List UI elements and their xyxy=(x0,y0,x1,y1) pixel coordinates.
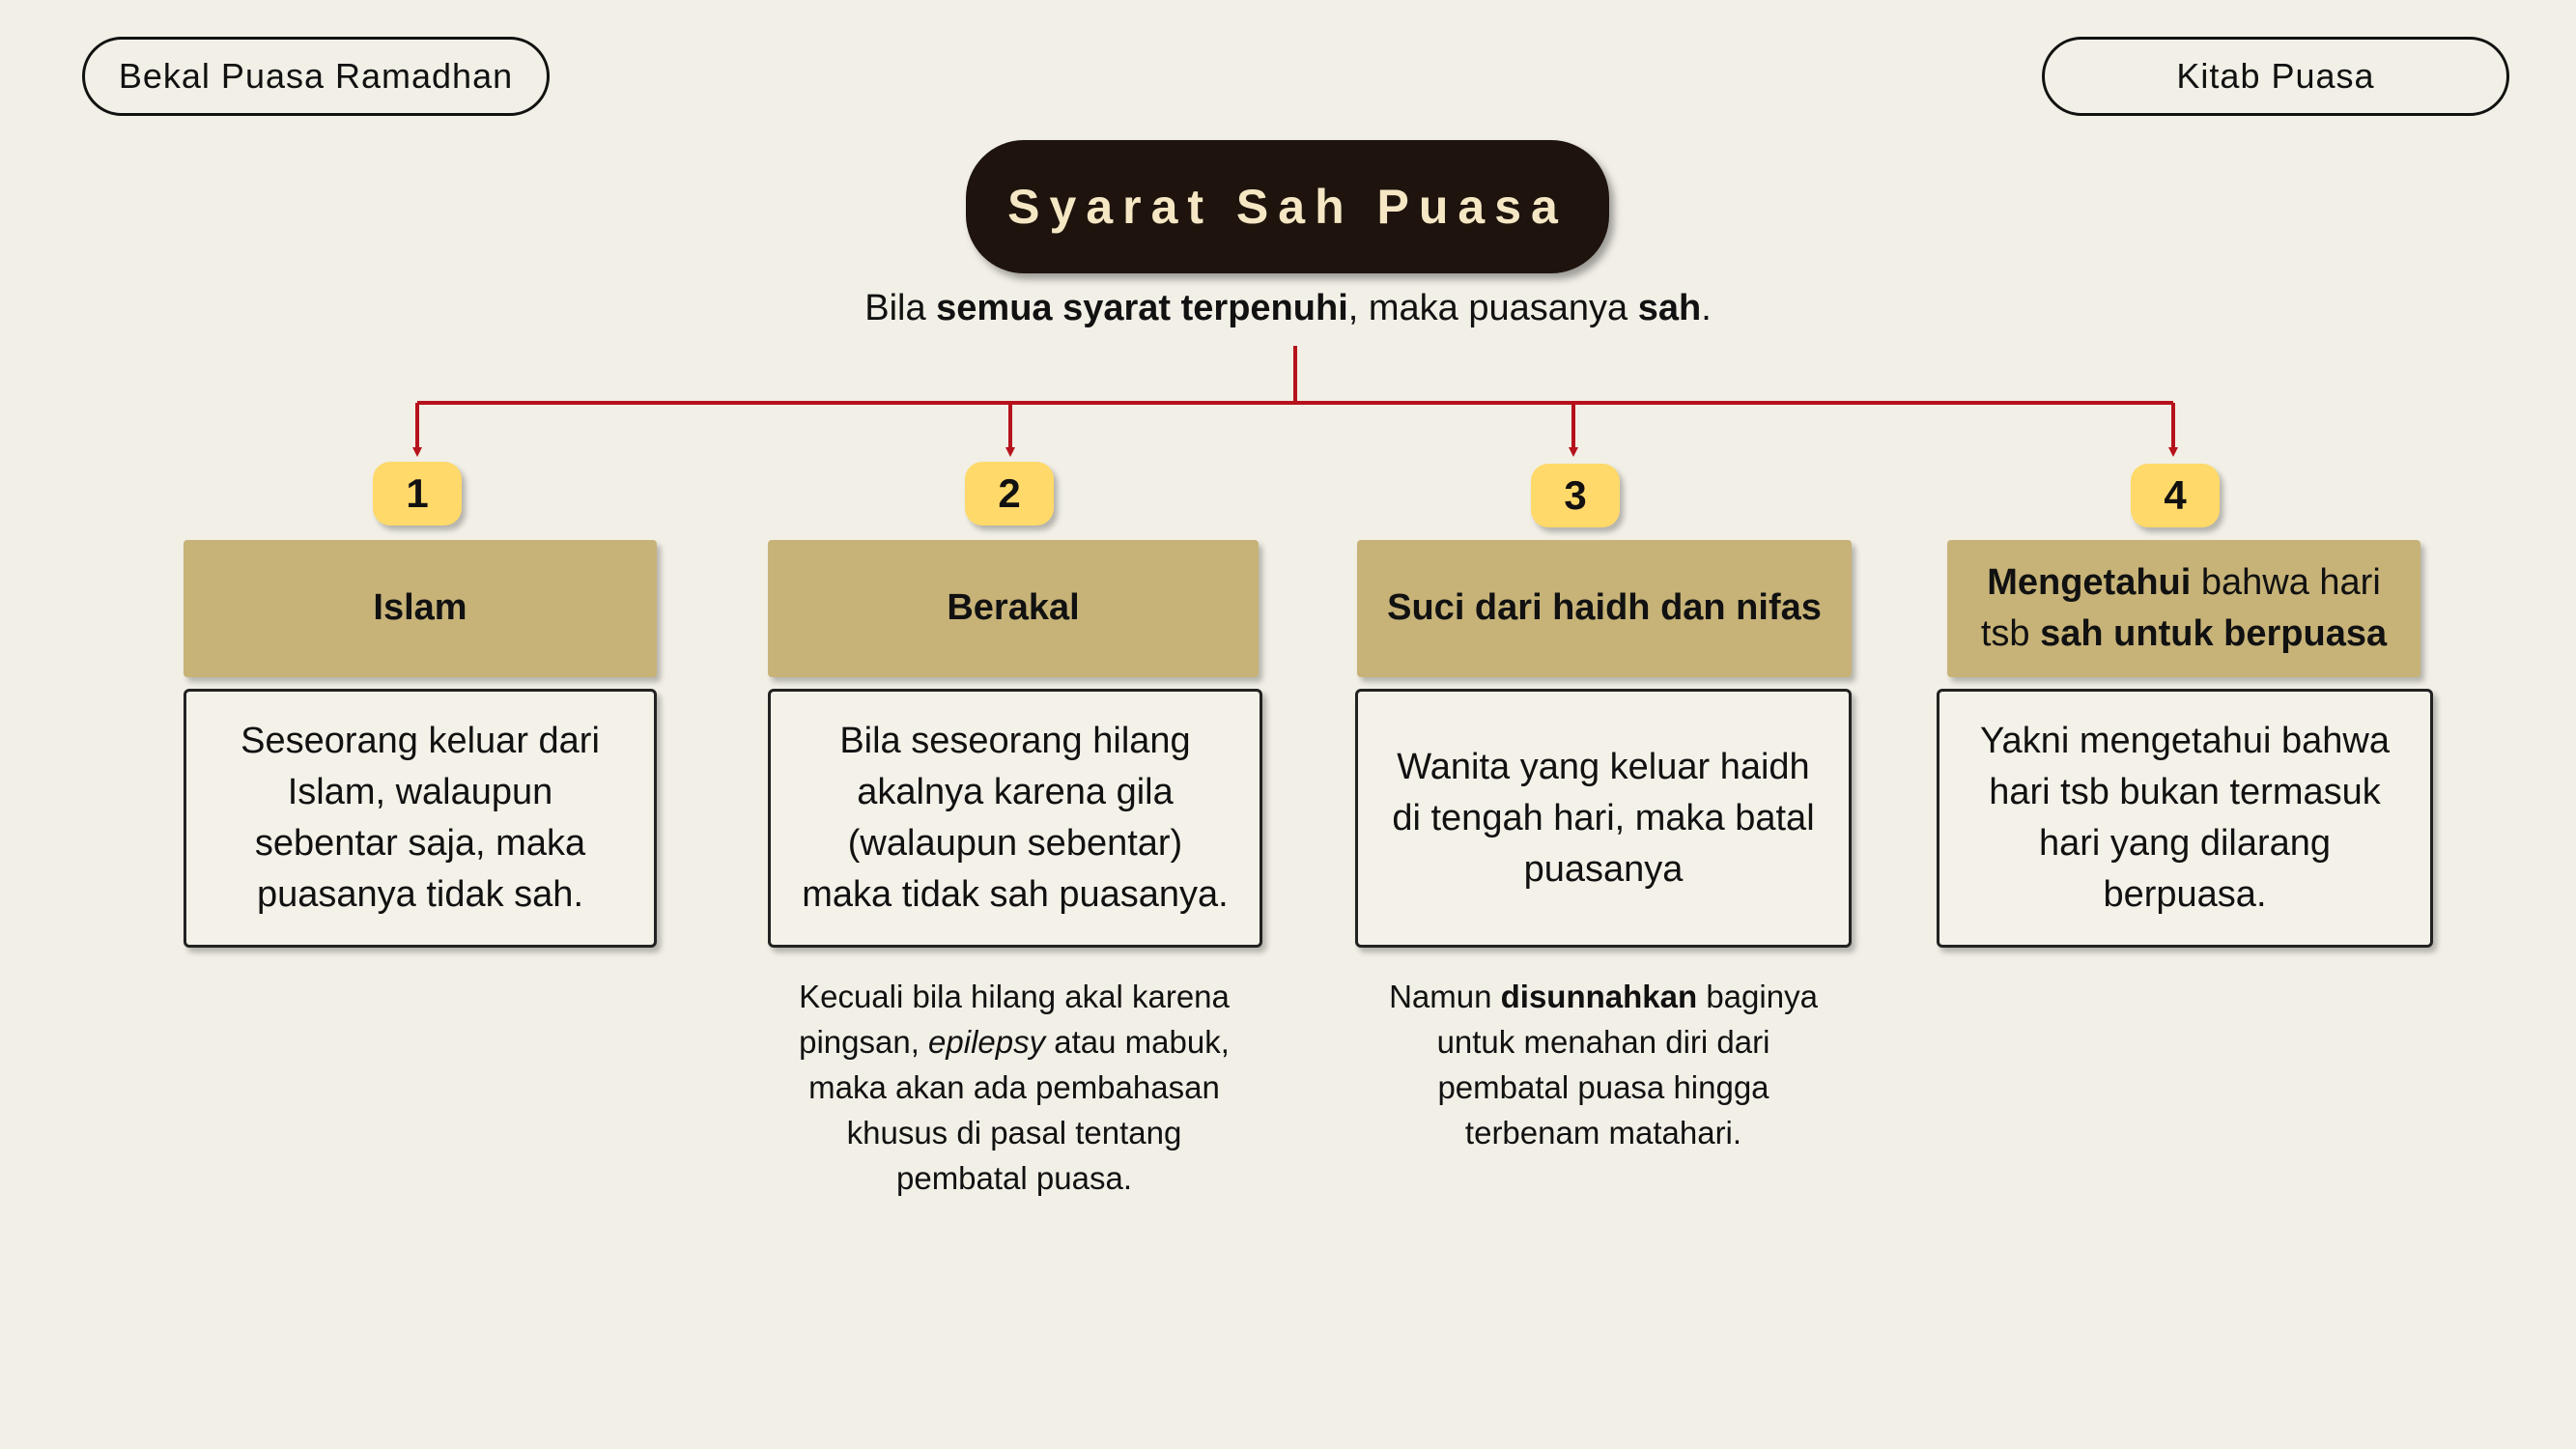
note-line xyxy=(1343,974,1864,1019)
desc-line: maka tidak sah puasanya. xyxy=(802,874,1229,915)
note-line: Kecuali bila hilang akal karena xyxy=(799,979,1230,1014)
subtitle-bold2: sah xyxy=(1637,288,1702,328)
condition-head-islam xyxy=(184,540,657,677)
note-line xyxy=(753,1019,1275,1065)
subtitle-bold1: semua syarat terpenuhi xyxy=(936,288,1348,328)
note-line: terbenam matahari. xyxy=(1464,1115,1742,1151)
step-number: 3 xyxy=(1564,472,1587,518)
head-bold: Mengetahui xyxy=(1987,561,2192,603)
note-line: pembatal puasa. xyxy=(895,1160,1132,1196)
condition-desc-berakal xyxy=(768,689,1262,948)
condition-title: Suci dari haidh dan nifas xyxy=(1387,587,1822,629)
series-label: Bekal Puasa Ramadhan xyxy=(118,56,514,96)
desc-line: sebentar saja, maka xyxy=(254,823,586,864)
desc-line: hari yang dilarang xyxy=(2038,823,2332,864)
condition-title: Islam xyxy=(373,587,467,629)
condition-head-suci xyxy=(1357,540,1852,677)
head-normal: bahwa hari xyxy=(2191,561,2381,603)
note-line: untuk menahan diri dari xyxy=(1436,1024,1770,1060)
note-line: khusus di pasal tentang xyxy=(846,1115,1182,1151)
note-text: pingsan, xyxy=(799,1024,929,1060)
subtitle-part2: , maka puasanya xyxy=(1347,288,1638,328)
desc-line: Seseorang keluar dari xyxy=(241,721,600,761)
desc-line: Wanita yang keluar haidh xyxy=(1397,746,1810,787)
note-text: Namun xyxy=(1389,979,1501,1014)
condition-head-mengetahui xyxy=(1947,540,2420,677)
desc-line: di tengah hari, maka batal xyxy=(1392,797,1815,838)
condition-desc-suci xyxy=(1355,689,1852,948)
head-line xyxy=(1981,609,2387,660)
desc-line: puasanya xyxy=(1523,848,1684,890)
desc-line: hari tsb bukan termasuk xyxy=(1989,772,2381,812)
desc-line: (walaupun sebentar) xyxy=(847,823,1183,864)
condition-desc-mengetahui xyxy=(1937,689,2433,948)
desc-line: akalnya karena gila xyxy=(857,772,1174,812)
note-line: pembatal puasa hingga xyxy=(1437,1069,1769,1105)
note-text: baginya xyxy=(1697,979,1818,1014)
step-number: 2 xyxy=(998,470,1021,516)
desc-line: berpuasa. xyxy=(2103,874,2267,915)
subtitle-part1: Bila xyxy=(864,288,937,328)
condition-note-berakal xyxy=(753,974,1275,1201)
desc-line: puasanya tidak sah. xyxy=(256,874,583,915)
note-text: atau mabuk, xyxy=(1045,1024,1230,1060)
desc-line: Yakni mengetahui bahwa xyxy=(1980,721,2390,761)
condition-desc-islam xyxy=(184,689,657,948)
note-line: maka akan ada pembahasan xyxy=(808,1069,1220,1105)
step-badge-3 xyxy=(1531,464,1620,527)
note-bold: disunnahkan xyxy=(1500,979,1698,1014)
head-normal: tsb xyxy=(1980,613,2041,654)
step-badge-1 xyxy=(373,462,462,526)
step-number: 1 xyxy=(406,470,429,516)
step-badge-2 xyxy=(965,462,1054,526)
desc-line: Islam, walaupun xyxy=(287,772,553,812)
condition-title: Berakal xyxy=(947,587,1080,629)
desc-line: Bila seseorang hilang xyxy=(839,721,1191,761)
page-title-text: Syarat Sah Puasa xyxy=(1007,180,1568,234)
note-emphasis: epilepsy xyxy=(928,1024,1046,1060)
subtitle-part3: . xyxy=(1701,288,1712,328)
head-bold: sah untuk berpuasa xyxy=(2040,613,2388,654)
step-number: 4 xyxy=(2164,472,2187,518)
condition-note-suci xyxy=(1343,974,1864,1155)
book-label: Kitab Puasa xyxy=(2176,56,2375,96)
step-badge-4 xyxy=(2131,464,2220,527)
head-line xyxy=(1981,557,2387,609)
condition-head-berakal xyxy=(768,540,1259,677)
